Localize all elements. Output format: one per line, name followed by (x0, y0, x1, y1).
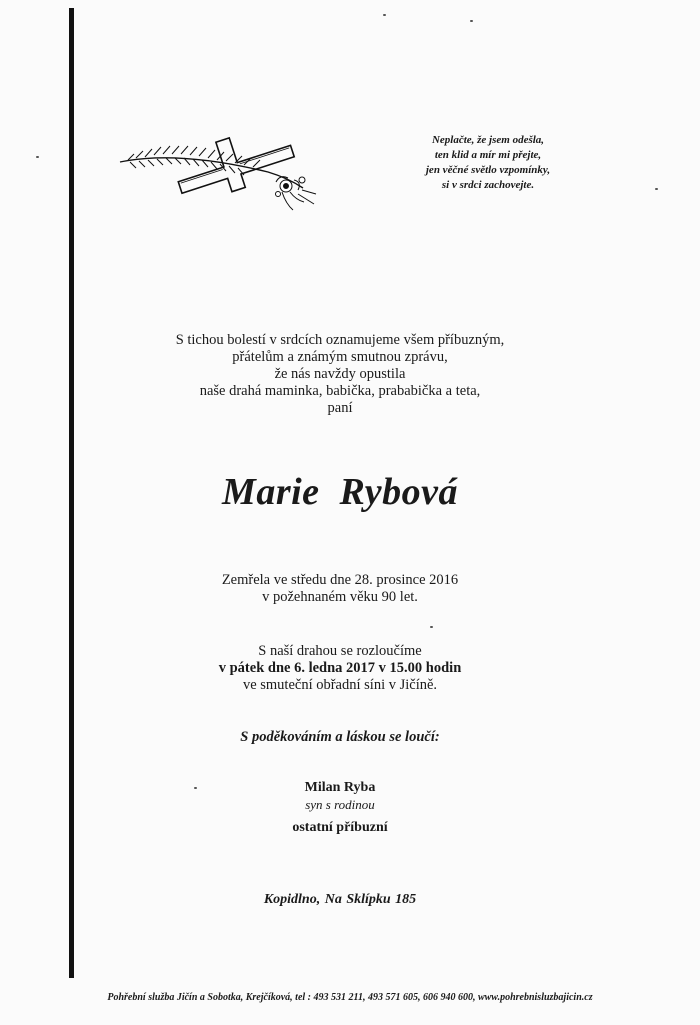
death-age: v požehnaném věku 90 let. (262, 589, 418, 605)
speck (470, 20, 473, 22)
speck (430, 626, 433, 628)
mourner-role: syn s rodinou (305, 797, 375, 812)
death-date: Zemřela ve středu dne 28. prosince 2016 (221, 572, 459, 588)
ceremony-place: ve smuteční obřadní síni v Jičíně. (242, 677, 438, 693)
other-relatives: ostatní příbuzní (292, 820, 388, 835)
poem-line: si v srdci zachovejte. (441, 179, 535, 191)
mourner-name: Milan Ryba (304, 780, 376, 795)
intro-line: přátelům a známým smutnou zprávu, (232, 349, 448, 365)
left-border-line (69, 8, 74, 978)
announcement-intro (120, 332, 560, 417)
speck (383, 14, 386, 16)
speck (655, 188, 658, 190)
farewell-heading: S poděkováním a láskou se loučí: (240, 729, 440, 745)
address: Kopidlno, Na Sklípku 185 (263, 892, 417, 907)
intro-line: paní (327, 400, 353, 416)
speck (36, 156, 39, 158)
intro-line: S tichou bolestí v srdcích oznamujeme všem příbuzným, (175, 332, 505, 348)
poem (408, 133, 568, 193)
intro-line: naše drahá maminka, babička, prababička a teta, (199, 383, 481, 399)
intro-line: že nás navždy opustila (274, 366, 406, 382)
poem-line: jen věčné světlo vzpomínky, (425, 164, 551, 176)
ceremony-intro: S naší drahou se rozloučíme (258, 643, 422, 659)
poem-line: ten klid a mír mi přejte, (434, 149, 542, 161)
funeral-service-footer: Pohřební služba Jičín a Sobotka, Krejčíková, tel : 493 531 211, 493 571 605, 606 940 600, www.pohrebnisluzbajicin.cz (107, 992, 593, 1003)
ceremony-datetime: v pátek dne 6. ledna 2017 v 15.00 hodin (218, 660, 462, 676)
deceased-name: Marie Rybová (222, 471, 458, 513)
poem-line: Neplačte, že jsem odešla, (431, 134, 545, 146)
cross-with-palm-branch-icon (118, 128, 323, 218)
death-info (120, 572, 560, 606)
ceremony-info (120, 643, 560, 694)
mourners (120, 779, 560, 836)
